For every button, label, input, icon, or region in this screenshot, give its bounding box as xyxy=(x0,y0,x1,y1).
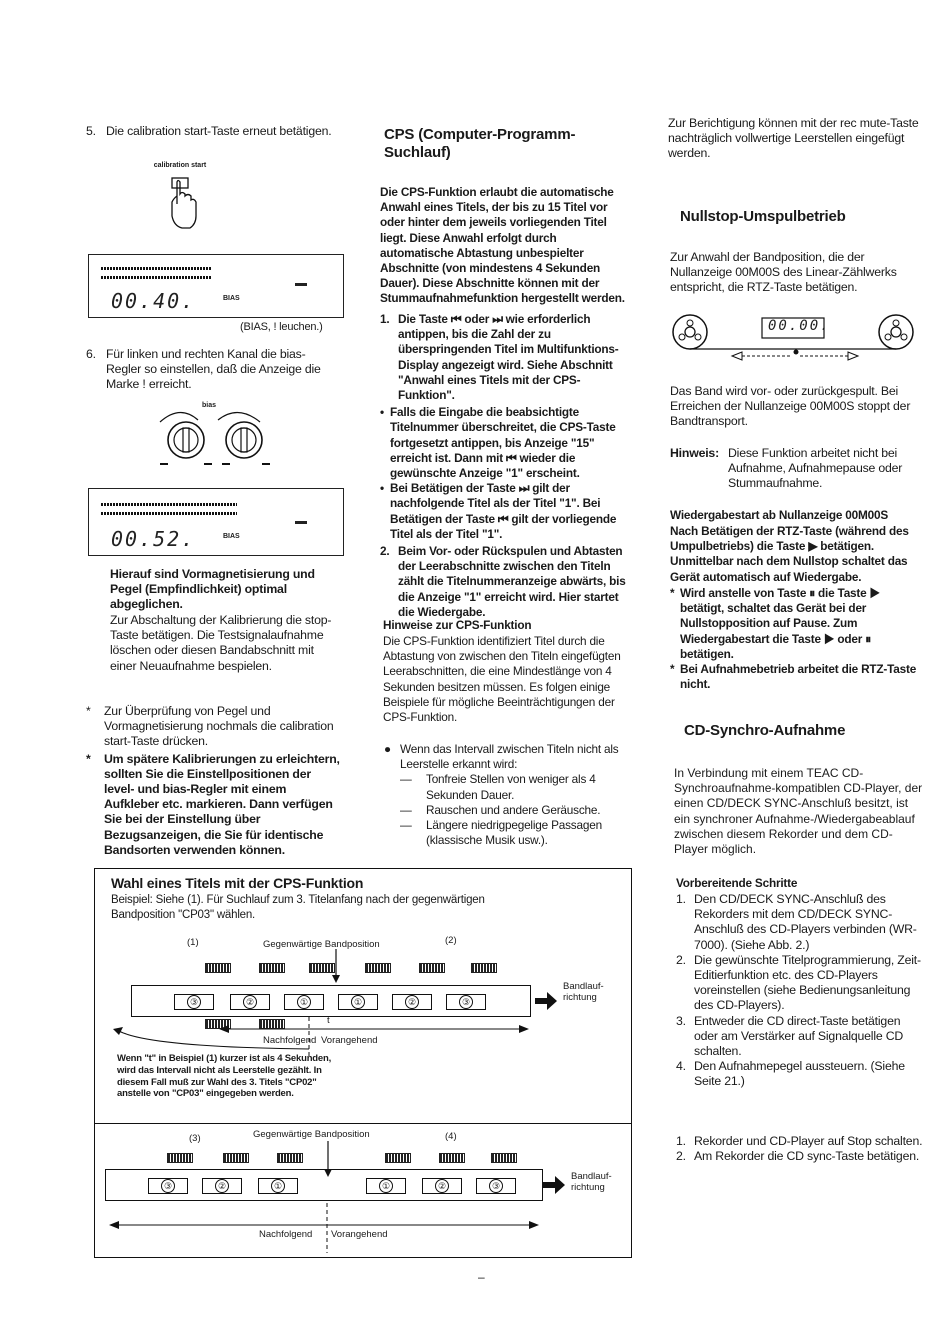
bias-knob-icon xyxy=(150,402,280,472)
divider xyxy=(95,1123,631,1124)
step-number: 1. xyxy=(380,312,390,326)
level-meter-bar xyxy=(101,276,211,279)
bullet-mark: * xyxy=(86,751,91,766)
cps-hint-text: Die CPS-Funktion identifiziert Titel durch die Abtastung von zwischen den Titeln eingefügten Leerabschnitten, die eine Mindestlänge von 4 Sekunden besitzen müssen. Es folgen einige Beispiele für mögliche Beeinträchtigungen der CPS-Funktion. xyxy=(383,634,621,725)
cp-tag xyxy=(259,963,285,973)
track-number: ① xyxy=(379,1179,393,1193)
bullet-mark: • xyxy=(380,481,384,496)
cp-tag xyxy=(167,1153,193,1163)
track-cell xyxy=(422,1178,462,1194)
knob-label: bias xyxy=(202,402,217,409)
track-cell xyxy=(202,1178,242,1194)
step-number: 2. xyxy=(676,952,686,967)
range-arrows-icon xyxy=(109,1017,529,1057)
preceding-label: Vorangehend xyxy=(331,1229,388,1240)
track-number: ① xyxy=(351,995,365,1009)
track-number: ② xyxy=(243,995,257,1009)
dash-text: Rauschen und andere Geräusche. xyxy=(426,802,601,817)
track-number: ② xyxy=(405,995,419,1009)
step-text: Die calibration start-Taste erneut betätigen. xyxy=(106,124,332,138)
list-item xyxy=(676,1014,926,1060)
counter-digits: 00.40. xyxy=(111,289,196,313)
track-number: ③ xyxy=(161,1179,175,1193)
track-number: ③ xyxy=(489,1179,503,1193)
cp-tag xyxy=(439,1153,465,1163)
cps-figure-box xyxy=(94,868,632,1258)
indicator-mark xyxy=(295,283,307,286)
list-item xyxy=(380,544,628,620)
label-1: (1) xyxy=(187,937,199,948)
paragraph-stop: Zur Abschaltung der Kalibrierung die stop-Taste betätigen. Die Testsignalaufnahme löschen oder diesen Bandabschnitt mit einer Neuaufnahme bespielen. xyxy=(110,613,332,673)
step-number: 1. xyxy=(676,1134,686,1148)
list-item xyxy=(380,481,628,542)
bullet-text: Bei Aufnahmebetrieb arbeitet die RTZ-Taste nicht. xyxy=(680,662,917,692)
track-number: ① xyxy=(271,1179,285,1193)
cp-tag xyxy=(223,1153,249,1163)
col3-intro: Zur Berichtigung können mit der rec mute-Taste nachträglich vollwertige Leerstellen eingefügt werden. xyxy=(668,116,919,161)
list-item xyxy=(380,312,628,403)
label-3: (3) xyxy=(189,1133,201,1144)
cps-intro: Die CPS-Funktion erlaubt die automatische Anwahl eines Titels, der bis zu 15 Titel vor oder hinter dem jeweils vorliegenden Titel liegt. Diese Anwahl erfolgt durch automatische Abtastung unbespielter Abschnitte (von mindestens 4 Sekunden Dauer). Diese Abschnitte können mit der Stummaufnahmefunktion hergestellt werden. xyxy=(380,185,625,306)
step-text: Beim Vor- oder Rückspulen und Abtasten der Leerabschnitte zwischen den Titeln zählt die Titelnummeranzeige abwärts, bis die Anzeige "1" erreicht wird. Hier startet die Wiedergabe. xyxy=(398,544,626,619)
level-display-1 xyxy=(88,254,344,318)
display-note: (BIAS, ! leuchen.) xyxy=(240,321,323,333)
bullet-text: Wird anstelle von Taste ⏸ die Taste ▶ betätigt, schaltet das Gerät bei der Nullstopposition auf Pause. Zum Wiedergabestart die Taste ▶ oder ⏸ betätigen. xyxy=(680,586,880,661)
cp-tag xyxy=(385,1153,411,1163)
bias-knobs-illustration xyxy=(150,400,280,472)
level-meter-bar xyxy=(101,267,211,270)
nullstop-heading: Nullstop-Umspulbetrieb xyxy=(680,208,846,225)
step-6 xyxy=(86,347,340,393)
hint-label: Hinweis: xyxy=(670,446,719,460)
track-cell xyxy=(284,994,324,1010)
list-item xyxy=(86,752,340,858)
track-number: ③ xyxy=(187,995,201,1009)
cp-tag xyxy=(471,963,497,973)
tape-counter-illustration xyxy=(670,312,920,364)
dash-mark: — xyxy=(400,772,412,787)
level-meter-bar xyxy=(101,512,237,515)
track-cell xyxy=(174,994,214,1010)
cps-hint-bullets xyxy=(384,742,634,848)
prep-title: Vorbereitende Schritte xyxy=(676,876,798,890)
step-text: Den Aufnahmepegel aussteuern. (Siehe Seite 21.) xyxy=(694,1059,905,1089)
track-cell xyxy=(148,1178,188,1194)
hint-text: Diese Funktion arbeitet nicht bei Aufnahme, Aufnahmepause oder Stummaufnahme. xyxy=(728,446,903,491)
list-item xyxy=(670,662,922,692)
list-item xyxy=(384,772,634,802)
cp-tag xyxy=(205,963,231,973)
track-cell xyxy=(258,1178,298,1194)
step-text: Rekorder und CD-Player auf Stop schalten. xyxy=(694,1134,923,1148)
cps-hint-title: Hinweise zur CPS-Funktion xyxy=(383,618,532,632)
bullet-text: Zur Überprüfung von Pegel und Vormagnetisierung nochmals die calibration start-Taste drücken. xyxy=(104,704,334,749)
dash-mark: — xyxy=(400,802,412,817)
step-text: Am Rekorder die CD sync-Taste betätigen. xyxy=(694,1149,920,1164)
step-text: Entweder die CD direct-Taste betätigen oder am Verstärker auf Signalquelle CD schalten. xyxy=(694,1013,904,1059)
track-number: ③ xyxy=(459,995,473,1009)
cd-synchro-heading: CD-Synchro-Aufnahme xyxy=(684,722,846,739)
prep-list xyxy=(676,892,926,1090)
step-number: 1. xyxy=(676,892,686,906)
counter-digits: 00.52. xyxy=(111,527,196,551)
calibration-button-label: calibration start xyxy=(153,162,207,169)
figure-title: Wahl eines Titels mit der CPS-Funktion xyxy=(111,875,364,891)
dash-text: Tonfreie Stellen von weniger als 4 Sekunden Dauer. xyxy=(426,772,596,802)
direction-arrow-icon xyxy=(543,1175,567,1195)
col1-bullets xyxy=(86,704,340,858)
bullet-text: Falls die Eingabe die beabsichtigte Titelnummer überschreitet, die CPS-Taste fortgesetzt antippen, bis Anzeige "15" erreicht ist. Dann mit ⏮ wieder die gewünschte Anzeige "1" erscheint. xyxy=(390,405,616,481)
current-position-label: Gegenwärtige Bandposition xyxy=(263,939,380,950)
track-number: ② xyxy=(215,1179,229,1193)
list-item xyxy=(670,586,922,662)
bullet-text: Wenn das Intervall zwischen Titeln nicht als Leerstelle erkannt wird: xyxy=(400,742,619,772)
step-number: 3. xyxy=(676,1013,686,1028)
list-item xyxy=(676,1134,926,1149)
paragraph-result: Hierauf sind Vormagnetisierung und Pegel (Empfindlichkeit) optimal abgeglichen. xyxy=(110,567,315,612)
dash-text: Längere niedrigpegelige Passagen (klassische Musik usw.). xyxy=(426,818,602,848)
step-number: 5. xyxy=(86,124,96,138)
final-list xyxy=(676,1134,926,1164)
step-number: 6. xyxy=(86,347,96,361)
track-cell xyxy=(392,994,432,1010)
list-item xyxy=(676,892,926,953)
list-item xyxy=(676,1059,926,1089)
direction-label: Bandlauf-richtung xyxy=(571,1171,612,1193)
position-arrow-icon xyxy=(331,949,341,985)
direction-arrow-icon xyxy=(535,991,559,1011)
bullet-mark: ● xyxy=(384,742,391,756)
track-cell xyxy=(366,1178,406,1194)
nullstop-hint xyxy=(670,446,924,492)
cp-tag xyxy=(277,1153,303,1163)
track-cell xyxy=(338,994,378,1010)
indicator-mark xyxy=(295,521,307,524)
step-number: 2. xyxy=(380,544,390,559)
calibration-button-illustration xyxy=(150,162,210,232)
list-item xyxy=(384,818,634,848)
tape-strip-bottom xyxy=(105,1169,543,1201)
finger-press-icon xyxy=(150,176,210,232)
list-item xyxy=(676,1149,926,1164)
track-number: ② xyxy=(435,1179,449,1193)
label-4: (4) xyxy=(445,1131,457,1142)
interval-marker: t xyxy=(327,1015,330,1026)
list-item xyxy=(676,953,926,1014)
bias-indicator: BIAS xyxy=(223,295,240,302)
label-2: (2) xyxy=(445,935,457,946)
figure-subtitle: Beispiel: Siehe (1). Für Suchlauf zum 3. Titelanfang nach der gegenwärtigen Bandposition "CP03" wählen. xyxy=(111,894,485,921)
level-meter-bar xyxy=(101,503,237,506)
interval-note: Wenn "t" in Beispiel (1) kurzer ist als 4 Sekunden, wird das Intervall nicht als Leerstelle gezählt. In diesem Fall muß zur Wahl des 3. Titels "CP02" anstelle von "CP03" eingegeben werden. xyxy=(117,1053,332,1100)
nullstop-p1: Zur Anwahl der Bandposition, die der Nullanzeige 00M00S des Linear-Zählwerks entspricht, die RTZ-Taste betätigen. xyxy=(670,250,897,295)
preceding-label: Vorangehend xyxy=(321,1035,378,1046)
playback-text: Nach Betätigen der RTZ-Taste (während des Umpulbetriebs) die Taste ▶ betätigen. Unmittelbar nach dem Nullstop schaltet das Gerät automatisch auf Wiedergabe. xyxy=(670,524,909,584)
bias-indicator: BIAS xyxy=(223,533,240,540)
bullet-text: Um spätere Kalibrierungen zu erleichtern, sollten Sie die Einstellpositionen der level- und bias-Regler mit einem Aufkleber etc. markieren. Dann verfügen Sie bei der Einstellung über Bezugsanzeigen, die Sie für identische Bandsorten verwenden können. xyxy=(104,751,340,857)
list-item xyxy=(86,704,340,750)
range-arrows-icon xyxy=(109,1203,549,1253)
step-text: Den CD/DECK SYNC-Anschluß des Rekorders mit dem CD/DECK SYNC-Anschluß des CD-Players verbinden (WR-7000). (Siehe Abb. 2.) xyxy=(694,892,917,952)
bullet-mark: • xyxy=(380,405,384,420)
tape-strip-top xyxy=(131,985,531,1017)
playback-title: Wiedergabestart ab Nullanzeige 00M00S xyxy=(670,508,889,522)
following-label: Nachfolgend xyxy=(263,1035,317,1046)
page-number: – xyxy=(478,1270,485,1284)
cp-tag xyxy=(365,963,391,973)
bullet-text: Bei Betätigen der Taste ⏭ gilt der nachfolgende Titel als der Titel "1". Bei Betätigen der Taste ⏮ gilt der vorliegende Titel als der Titel "1". xyxy=(390,481,617,541)
bullet-mark: * xyxy=(670,586,675,600)
list-item xyxy=(380,405,628,481)
track-cell xyxy=(476,1178,516,1194)
cd-synchro-p: In Verbindung mit einem TEAC CD-Synchroaufnahme-kompatiblen CD-Player, der einen CD/DECK SYNC-Anschluß besitzt, ist ein synchroner Aufnahme-/Wiedergabeablauf zwischen diesem Rekorder und dem CD-Player möglich. xyxy=(674,766,923,857)
bullet-mark: * xyxy=(670,662,675,677)
track-number: ① xyxy=(297,995,311,1009)
current-position-label: Gegenwärtige Bandposition xyxy=(253,1129,370,1140)
step-text: Für linken und rechten Kanal die bias-Regler so einstellen, daß die Anzeige die Marke ! erreicht. xyxy=(106,347,321,392)
cp-tag xyxy=(491,1153,517,1163)
level-display-2 xyxy=(88,488,344,556)
track-cell xyxy=(230,994,270,1010)
following-label: Nachfolgend xyxy=(259,1229,313,1240)
dash-mark: — xyxy=(400,818,412,833)
list-item xyxy=(384,803,634,818)
cp-tag xyxy=(419,963,445,973)
bullet-mark: * xyxy=(86,704,91,718)
step-5 xyxy=(86,124,336,139)
cps-steps xyxy=(380,312,628,620)
list-item xyxy=(384,742,634,772)
track-cell xyxy=(446,994,486,1010)
step-text: Die Taste ⏮ oder ⏭ wie erforderlich antippen, bis die Zahl der zu überspringenden Titel im Multifunktions-Display angezeigt wird. Siehe Abschnitt "Anwahl eines Titels mit der CPS-Funktion". xyxy=(398,312,619,403)
nullstop-p2: Das Band wird vor- oder zurückgespult. Bei Erreichen der Nullanzeige 00M00S stoppt der Bandtransport. xyxy=(670,384,911,429)
playback-bullets xyxy=(670,586,922,692)
step-number: 2. xyxy=(676,1149,686,1164)
counter-digits: 00.00. xyxy=(768,318,831,334)
direction-label: Bandlauf-richtung xyxy=(563,981,604,1003)
step-text: Die gewünschte Titelprogrammierung, Zeit-Editierfunktion etc. des CD-Players voreinstellen (siehe Bedienungsanleitung des CD-Players). xyxy=(694,952,921,1013)
step-number: 4. xyxy=(676,1059,686,1074)
cps-heading: CPS (Computer-Programm-Suchlauf) xyxy=(384,126,576,161)
